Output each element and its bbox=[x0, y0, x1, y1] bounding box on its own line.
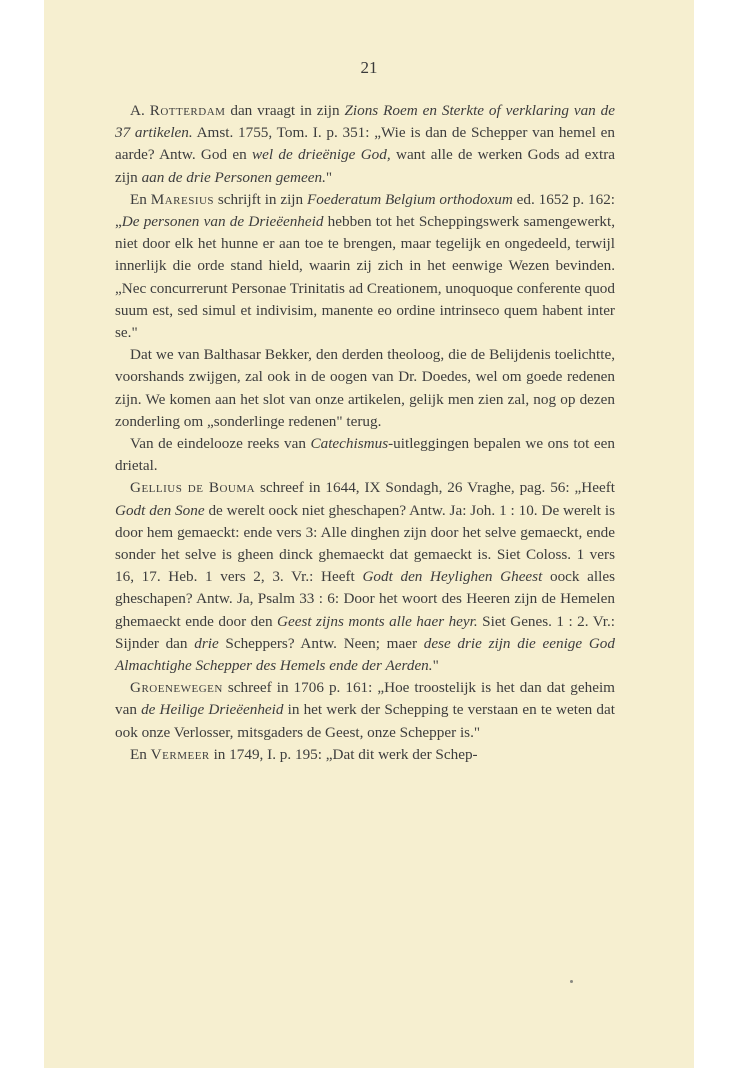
italic-text: Foederatum Belgium orthodoxum bbox=[306, 190, 513, 208]
text-run: de werelt oock niet gheschapen? Antw. Ja: Joh. 1 : 10. De werelt is door hem gemaeckt: ende vers 3: Alle dinghen zijn door het selve gemaeckt, ende sonder het selve is gheen dinck ghemaeckt dat gemaeckt is. Siet Coloss. 1 vers 16, 17. Heb. 1 vers 2, 3. Vr.: Heeft bbox=[115, 501, 616, 586]
italic-text: Catechismus bbox=[310, 435, 389, 453]
page-text bbox=[115, 100, 615, 766]
text-run: in 1749, I. p. 195: „Dat dit werk der Schep- bbox=[209, 745, 478, 763]
text-run: " bbox=[325, 168, 333, 186]
page-number: 21 bbox=[360, 58, 378, 77]
italic-text: dese drie zijn die eenige God Almachtighe Schepper des Hemels ende der Aerden. bbox=[115, 634, 615, 675]
book-page bbox=[44, 0, 694, 1068]
italic-text: aan de drie Personen gemeen. bbox=[141, 168, 326, 186]
italic-text: Geest zijns monts alle haer heyr. bbox=[277, 612, 478, 630]
text-run: Van de eindelooze reeks van bbox=[130, 435, 311, 453]
text-run: " bbox=[432, 657, 439, 675]
text-run: -uitleggingen bepalen we ons tot een drietal. bbox=[115, 435, 616, 475]
paper-speck bbox=[570, 980, 573, 983]
author-name: Gellius de Bouma bbox=[130, 479, 256, 497]
italic-text: wel de drieënige God, bbox=[252, 146, 391, 164]
author-name: Maresius bbox=[150, 190, 215, 208]
text-run: want alle de werken Gods ad extra zijn bbox=[115, 146, 615, 186]
text-run: schreef in 1706 p. 161: „Hoe troostelijk is het dan dat geheim van bbox=[115, 679, 615, 719]
text-run: En bbox=[130, 190, 151, 208]
italic-text: Godt den Sone bbox=[115, 501, 205, 519]
paragraph bbox=[115, 344, 615, 433]
author-name: Rotterdam bbox=[149, 102, 226, 119]
author-name: Groenewegen bbox=[130, 679, 223, 697]
text-run: schreef in 1644, IX Sondagh, 26 Vraghe, pag. 56: „Heeft bbox=[255, 479, 615, 497]
italic-text: Godt den Heylighen Gheest bbox=[362, 568, 543, 586]
italic-text: De personen van de Drieëenheid bbox=[121, 213, 324, 231]
text-run: oock alles gheschapen? Antw. Ja, Psalm 33 : 6: Door het woort des Heeren zijn de Hemelen ghemaeckt ende door den bbox=[115, 568, 615, 630]
paragraph bbox=[115, 433, 615, 477]
paragraph bbox=[115, 477, 615, 677]
text-run: Amst. 1755, Tom. I. p. 351: „Wie is dan de Schepper van hemel en aarde? Antw. God en bbox=[115, 124, 616, 164]
text-run: ed. 1652 p. 162: „ bbox=[115, 190, 616, 231]
paragraph bbox=[115, 677, 615, 744]
italic-text: Zions Roem en Sterkte of verklaring van de 37 artikelen. bbox=[115, 102, 616, 142]
text-run: hebben tot het Scheppingswerk samengewerkt, niet door elk het hunne er aan toe te brengen, maar tegelijk en ongedeeld, terwijl innerlijk die orde stand hield, waarin zij zich in het eenwige Wezen bevinden. „Nec concurrerunt Personae Trinitatis ad Creationem, unoquoque conferente quod suum est, sed simul et indivisim, manente eo ordine intrinseco quem habent inter se." bbox=[115, 213, 615, 342]
paragraph bbox=[115, 189, 615, 344]
paragraph bbox=[115, 100, 615, 189]
text-run: in het werk der Schepping te verstaan en te weten dat ook onze Verlosser, mitsgaders de Geest, onze Schepper is." bbox=[115, 701, 615, 741]
italic-text: drie bbox=[194, 634, 219, 652]
text-run: A. bbox=[130, 102, 150, 119]
text-run: En bbox=[130, 745, 151, 763]
author-name: Vermeer bbox=[150, 745, 210, 763]
text-run: Siet Genes. 1 : 2. Vr.: Sijnder dan bbox=[115, 612, 615, 652]
text-run: schrijft in zijn bbox=[214, 190, 307, 208]
paragraph bbox=[115, 744, 615, 766]
italic-text: de Heilige Drieëenheid bbox=[141, 701, 284, 719]
text-run: dan vraagt in zijn bbox=[225, 102, 345, 119]
text-run: Scheppers? Antw. Neen; maer bbox=[218, 634, 424, 652]
text-run: Dat we van Balthasar Bekker, den derden theoloog, die de Belijdenis toelichtte, voorshands zwijgen, zal ook in de oogen van Dr. Doedes, wel om goede redenen zijn. We komen aan het slot van onze artikelen, gelijk men zien zal, nog op dezen zonderling om „sonderlinge redenen" terug. bbox=[115, 346, 615, 430]
